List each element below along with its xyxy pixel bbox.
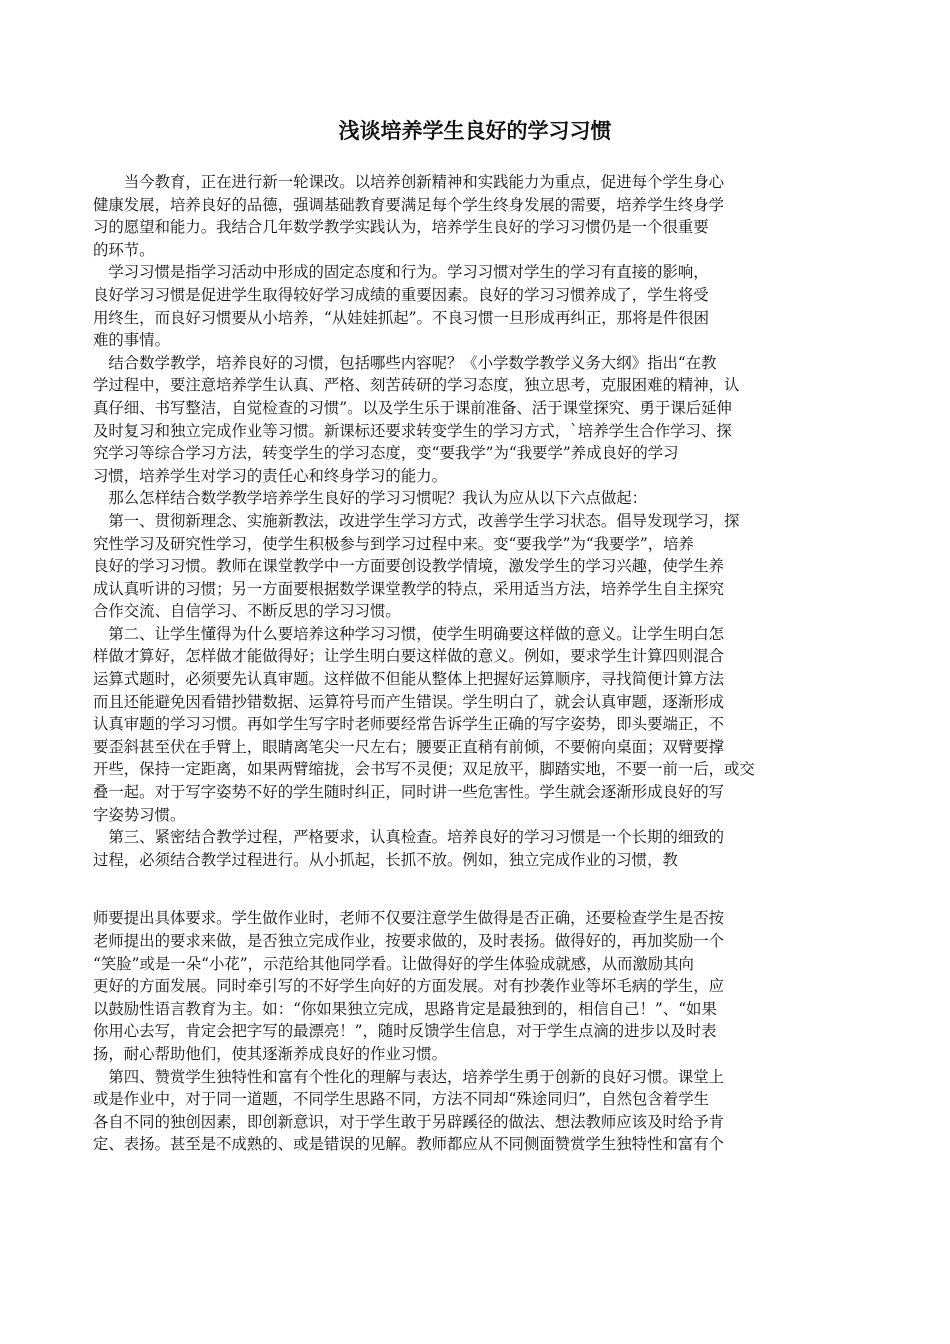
text-line: 老师提出的要求来做，是否独立完成作业，按要求做的，及时表扬。做得好的，再加奖励一个: [93, 932, 725, 950]
text-block-main: [93, 171, 865, 871]
text-line: 的环节。: [93, 240, 155, 259]
text-line: 师要提出具体要求。学生做作业时，老师不仅要注意学生做得是否正确，还要检查学生是否按: [93, 909, 725, 928]
document-title: 浅谈培养学生良好的学习习惯: [338, 119, 612, 143]
text-line: 真仔细、书写整洁，自觉检查的习惯”。以及学生乐于课前准备、活于课堂探究、勇于课后延伸: [93, 398, 732, 417]
text-line: 那么怎样结合数学教学培养学生良好的学习习惯呢？我认为应从以下六点做起：: [93, 489, 648, 508]
document-body: [93, 171, 865, 1156]
text-line: “笑脸”或是一朵“小花”，示范给其他同学看。让做得好的学生体验成就感，从而激励其向: [93, 954, 694, 973]
text-line: 当今教育，正在进行新一轮课改。以培养创新精神和实践能力为重点，促进每个学生身心: [93, 173, 725, 191]
text-line: 字姿势习惯。: [93, 805, 186, 824]
text-line: 认真审题的学习习惯。再如学生写字时老师要经常告诉学生正确的写字姿势，即头要端正，不: [93, 715, 725, 734]
page-break-gap: [93, 871, 865, 907]
text-line: 要歪斜甚至伏在手臂上，眼睛离笔尖一尺左右；腰要正直稍有前倾，不要俯向桌面；双臂要撑: [93, 737, 725, 756]
text-line: 习惯，培养学生对学习的责任心和终身学习的能力。: [93, 466, 447, 485]
text-line: 扬，耐心帮助他们，使其逐渐养成良好的作业习惯。: [93, 1044, 447, 1063]
text-line: 而且还能避免因看错抄错数据、运算符号而产生错误。学生明白了，就会认真审题，逐渐形成: [93, 692, 725, 711]
text-line: 各自不同的独创因素，即创新意识，对于学生敢于另辟蹊径的做法、想法教师应该及时给予肯: [93, 1112, 725, 1131]
text-line: 开些，保持一定距离，如果两臂缩拢，会书写不灵便；双足放平，脚踏实地，不要一前一后，或交: [93, 760, 755, 779]
text-line: 定、表扬。甚至是不成熟的、或是错误的见解。教师都应从不同侧面赞赏学生独特性和富有个: [93, 1135, 725, 1154]
text-line: 结合数学教学，培养良好的习惯，包括哪些内容呢？《小学数学教学义务大纲》指出“在教: [93, 353, 717, 372]
text-line: 健康发展，培养良好的品德，强调基础教育要满足每个学生终身发展的需要，培养学生终身学: [93, 195, 725, 214]
text-block-continued: [93, 907, 865, 1156]
text-line: 习的愿望和能力。我结合几年数学教学实践认为，培养学生良好的学习习惯仍是一个很重要: [93, 218, 709, 237]
text-line: 第三、紧密结合教学过程，严格要求，认真检查。培养良好的学习习惯是一个长期的细致的: [93, 828, 725, 847]
text-line: 运算式题时，必须要先认真审题。这样做不但能从整体上把握好运算顺序，寻找简便计算方法: [93, 670, 725, 689]
text-line: 究学习等综合学习方法，转变学生的学习态度，变“要我学”为“我要学”养成良好的学习: [93, 444, 679, 463]
text-line: 究性学习及研究性学习，使学生积极参与到学习过程中来。变“要我学”为“我要学”，培养: [93, 534, 694, 553]
text-line: 叠一起。对于写字姿势不好的学生随时纠正，同时讲一些危害性。学生就会逐渐形成良好的写: [93, 783, 725, 802]
text-line: 良好的学习习惯。教师在课堂教学中一方面要创设教学情境，激发学生的学习兴趣，使学生养: [93, 557, 725, 576]
text-line: 难的事情。: [93, 331, 170, 350]
text-line: 样做才算好，怎样做才能做得好；让学生明白要这样做的意义。例如，要求学生计算四则混合: [93, 647, 725, 666]
text-line: 成认真听讲的习惯；另一方面要根据数学课堂教学的特点，采用适当方法，培养学生自主探究: [93, 579, 725, 598]
text-line: 你用心去写，肯定会把字写的最漂亮！”，随时反馈学生信息，对于学生点滴的进步以及时表: [93, 1022, 717, 1041]
text-line: 及时复习和独立完成作业等习惯。新课标还要求转变学生的学习方式，`培养学生合作学习、探: [93, 421, 732, 440]
text-line: 第二、让学生懂得为什么要培养这种学习习惯，使学生明确要这样做的意义。让学生明白怎: [93, 624, 725, 643]
text-line: 第四、赞赏学生独特性和富有个性化的理解与表达，培养学生勇于创新的良好习惯。课堂上: [93, 1067, 725, 1086]
text-line: 过程，必须结合教学过程进行。从小抓起，长抓不放。例如，独立完成作业的习惯，教: [93, 850, 678, 869]
text-line: 学过程中，要注意培养学生认真、严格、刻苦砖研的学习态度，独立思考，克服困难的精神，认: [93, 376, 740, 395]
text-line: 或是作业中，对于同一道题，不同学生思路不同，方法不同却“殊途同归”，自然包含着学生: [93, 1090, 709, 1109]
text-line: 良好学习习惯是促进学生取得较好学习成绩的重要因素。良好的学习习惯养成了，学生将受: [93, 285, 709, 304]
text-line: 合作交流、自信学习、不断反思的学习习惯。: [93, 602, 401, 621]
text-line: 学习习惯是指学习活动中形成的固定态度和行为。学习习惯对学生的学习有直接的影响，: [93, 263, 709, 282]
text-line: 第一、贯彻新理念、实施新教法，改进学生学习方式，改善学生学习状态。倡导发现学习，探: [93, 511, 740, 530]
text-line: 更好的方面发展。同时牵引写的不好学生向好的方面发展。对有抄袭作业等坏毛病的学生，应: [93, 977, 725, 996]
text-line: 用终生，而良好习惯要从小培养，“从娃娃抓起”。不良习惯一旦形成再纠正，那将是件很困: [93, 308, 709, 327]
text-line: 以鼓励性语言教育为主。如：“你如果独立完成，思路肯定是最独到的，相信自己！”、“如果: [93, 999, 717, 1018]
